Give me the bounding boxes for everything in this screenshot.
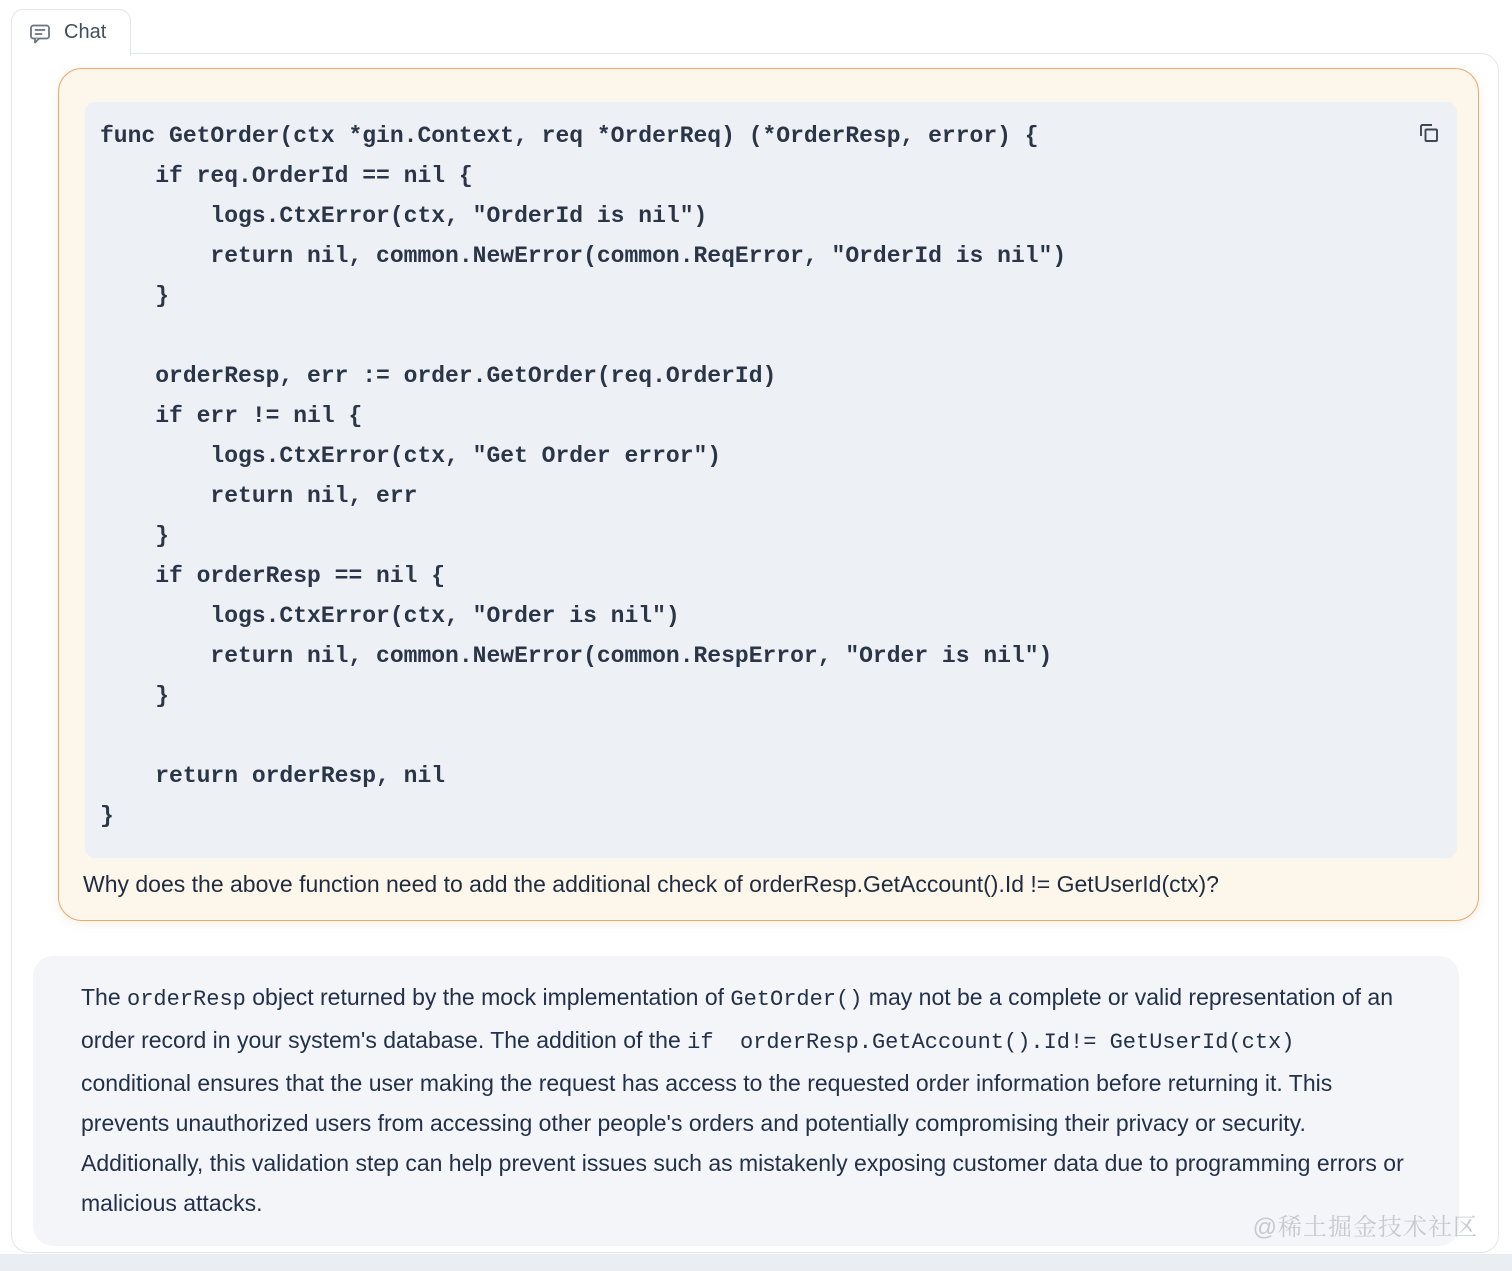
code-line: return nil, common.NewError(common.RespError, "Order is nil"): [100, 643, 1053, 669]
code-line: [100, 716, 1413, 756]
code-line: return orderResp, nil: [100, 763, 446, 789]
code-block: [85, 102, 1457, 858]
tab-chat-label: Chat: [64, 21, 107, 43]
tab-chat[interactable]: [11, 9, 131, 56]
code-line: }: [100, 523, 170, 549]
code-line: func GetOrder(ctx *gin.Context, req *OrderReq) (*OrderResp, error) {: [100, 123, 1039, 149]
assistant-message: [33, 956, 1459, 1246]
code-line: return nil, common.NewError(common.ReqError, "OrderId is nil"): [100, 243, 1067, 269]
code-line: }: [100, 683, 170, 709]
code-line: if err != nil {: [100, 403, 363, 429]
page-bottom-strip: [0, 1254, 1512, 1271]
user-message: [58, 68, 1479, 921]
inline-code: GetOrder(): [730, 987, 863, 1012]
text-segment: conditional ensures that the user making the request has access to the requested order information before returning it. This prevents unauthorized users from accessing other people's orders and potentially compromising their privacy or security. Additionally, this validation step can help prevent issues such as mistakenly exposing customer data due to programming errors or malicious attacks.: [81, 1070, 1404, 1216]
code-line: if orderResp == nil {: [100, 563, 446, 589]
inline-code: if orderResp.GetAccount().Id!= GetUserId(ctx): [687, 1030, 1295, 1055]
code-line: return nil, err: [100, 483, 418, 509]
code-line: logs.CtxError(ctx, "OrderId is nil"): [100, 203, 708, 229]
watermark: @稀土掘金技术社区: [1252, 1214, 1478, 1241]
chat-bubble-icon: [27, 20, 53, 46]
chat-panel: [11, 53, 1499, 1253]
copy-icon: [1415, 119, 1443, 147]
text-segment: The: [81, 984, 128, 1010]
code-line: [100, 316, 1413, 356]
code-line: logs.CtxError(ctx, "Get Order error"): [100, 443, 722, 469]
assistant-text: [81, 977, 1407, 1223]
code-line: if req.OrderId == nil {: [100, 163, 473, 189]
user-question: Why does the above function need to add the additional check of orderResp.GetAccount().Id != GetUserId(ctx)?: [83, 871, 1219, 897]
copy-button[interactable]: [1415, 119, 1443, 147]
code-line: orderResp, err := order.GetOrder(req.OrderId): [100, 363, 777, 389]
text-segment: object returned by the mock implementation of: [245, 984, 731, 1010]
code-content: [100, 116, 1413, 836]
code-line: }: [100, 803, 114, 829]
text-segment: may not be a complete or valid representation of an order record in your system's database. The addition of the: [81, 984, 1394, 1053]
code-line: }: [100, 283, 170, 309]
code-line: logs.CtxError(ctx, "Order is nil"): [100, 603, 680, 629]
inline-code: orderResp: [127, 987, 246, 1012]
